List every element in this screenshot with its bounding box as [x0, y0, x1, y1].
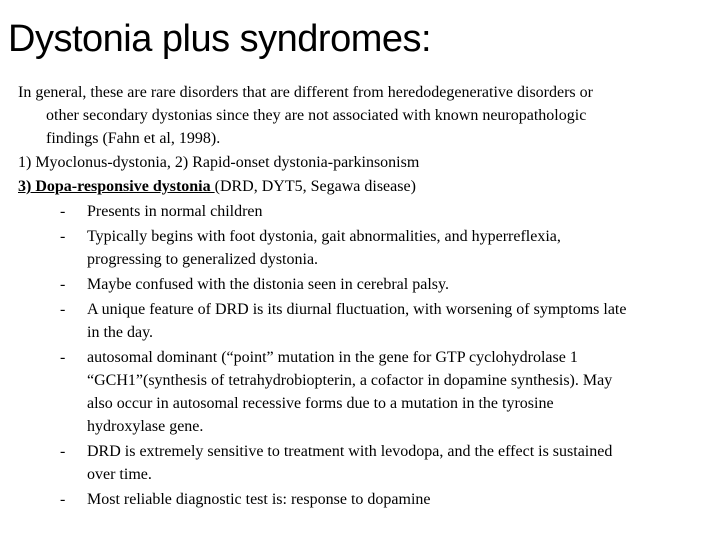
bullet-list: [0, 200, 720, 511]
bullet-item: [0, 440, 720, 486]
bullet-line: progressing to generalized dystonia.: [87, 251, 319, 268]
dash-bullet-icon: -: [60, 228, 66, 245]
bullet-line: in the day.: [87, 324, 154, 341]
bullet-line: “GCH1”(synthesis of tetrahydrobiopterin, a cofactor in dopamine synthesis). May: [87, 372, 613, 389]
bullet-item: [0, 346, 720, 438]
slide-body: [0, 81, 720, 511]
bullet-line: Typically begins with foot dystonia, gait abnormalities, and hyperreflexia,: [87, 228, 561, 245]
dash-bullet-icon: -: [60, 491, 66, 508]
intro-paragraph: [0, 81, 720, 150]
bullet-line: autosomal dominant (“point” mutation in the gene for GTP cyclohydrolase 1: [87, 349, 578, 366]
intro-line: In general, these are rare disorders that are different from heredodegenerative disorders or: [18, 84, 593, 101]
bullet-item: [0, 273, 720, 296]
dash-bullet-icon: -: [60, 349, 66, 366]
dash-bullet-icon: -: [60, 276, 66, 293]
drd-heading: [0, 175, 720, 198]
intro-line: findings (Fahn et al, 1998).: [46, 130, 221, 147]
dash-bullet-icon: -: [60, 301, 66, 318]
bullet-line: A unique feature of DRD is its diurnal fluctuation, with worsening of symptoms late: [87, 301, 627, 318]
dash-bullet-icon: -: [60, 203, 66, 220]
bullet-line: also occur in autosomal recessive forms due to a mutation in the tyrosine: [87, 395, 554, 412]
dash-bullet-icon: -: [60, 443, 66, 460]
bullet-line: over time.: [87, 466, 152, 483]
bullet-line: Presents in normal children: [87, 203, 263, 220]
bullet-item: [0, 200, 720, 223]
bullet-line: DRD is extremely sensitive to treatment with levodopa, and the effect is sustained: [87, 443, 613, 460]
bullet-line: Maybe confused with the distonia seen in cerebral palsy.: [87, 276, 449, 293]
bullet-line: hydroxylase gene.: [87, 418, 204, 435]
intro-line: other secondary dystonias since they are not associated with known neuropathologic: [46, 107, 587, 124]
drd-heading-emphasis: 3) Dopa-responsive dystonia: [18, 178, 215, 195]
drd-heading-rest: (DRD, DYT5, Segawa disease): [214, 178, 416, 195]
bullet-item: [0, 225, 720, 271]
bullet-item: [0, 298, 720, 344]
bullet-line: Most reliable diagnostic test is: response to dopamine: [87, 491, 431, 508]
bullet-item: [0, 488, 720, 511]
slide-title: Dystonia plus syndromes:: [8, 18, 432, 60]
types-line: 1) Myoclonus-dystonia, 2) Rapid-onset dystonia-parkinsonism: [18, 154, 420, 171]
